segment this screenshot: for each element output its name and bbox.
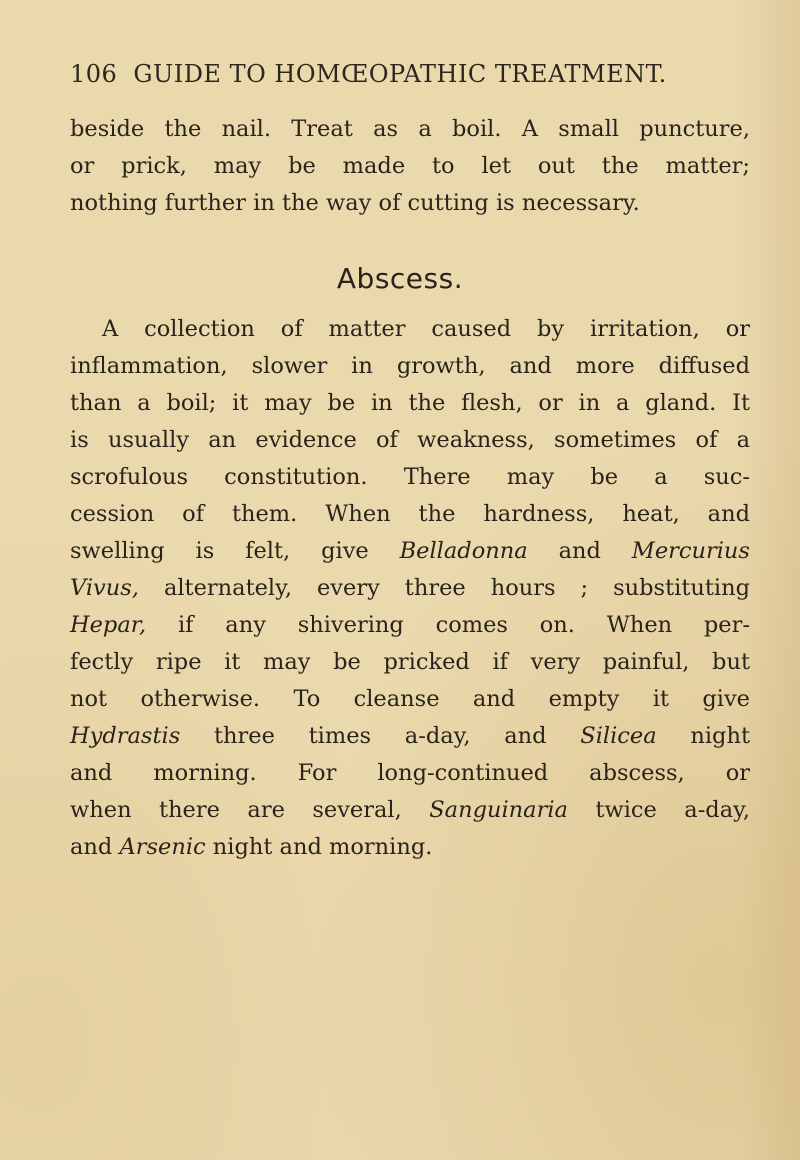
paragraph-line <box>70 577 750 600</box>
page-number: 106 <box>70 60 118 88</box>
line-text: three times a-day, and <box>180 723 581 749</box>
paragraph-line <box>70 614 750 637</box>
remedy-name: Silicea <box>580 723 657 749</box>
paragraph-line <box>70 540 750 563</box>
line-text: if any shivering comes on. When per- <box>146 612 750 638</box>
paragraph-line: A collection of matter caused by irritation, or <box>102 316 750 342</box>
paragraph-line: inflammation, slower in growth, and more diffused <box>70 353 750 379</box>
paragraph-line <box>70 725 750 748</box>
paragraph-line: and morning. For long-continued abscess, or <box>70 760 750 786</box>
paragraph-line <box>70 799 750 822</box>
remedy-name: Vivus, <box>70 575 139 601</box>
paragraph-line <box>70 836 750 859</box>
paragraph-line: than a boil; it may be in the flesh, or in a gland. It <box>70 390 750 416</box>
line-text: swelling is felt, give <box>70 538 400 564</box>
line-text: alternately, every three hours ; substituting <box>138 575 750 601</box>
running-title: GUIDE TO HOMŒOPATHIC TREATMENT. <box>133 60 667 88</box>
continuation-line: or prick, may be made to let out the matter; <box>70 153 750 179</box>
remedy-name: Arsenic <box>119 834 206 860</box>
line-text: night and morning. <box>205 834 433 860</box>
continuation-line: nothing further in the way of cutting is necessary. <box>70 190 640 216</box>
line-text: and <box>527 538 632 564</box>
paragraph-line: is usually an evidence of weakness, sometimes of a <box>70 427 750 453</box>
line-text: when there are several, <box>70 797 430 823</box>
continuation-line: beside the nail. Treat as a boil. A small puncture, <box>70 116 750 142</box>
paragraph-line: fectly ripe it may be pricked if very painful, but <box>70 649 750 675</box>
remedy-name: Sanguinaria <box>429 797 568 823</box>
remedy-name: Belladonna <box>399 538 528 564</box>
remedy-name: Mercurius <box>631 538 750 564</box>
line-text: night <box>656 723 750 749</box>
paragraph-line: scrofulous constitution. There may be a suc- <box>70 464 750 490</box>
line-text: and <box>70 834 120 860</box>
remedy-name: Hepar, <box>70 612 147 638</box>
remedy-name: Hydrastis <box>70 723 181 749</box>
paragraph-line: cession of them. When the hardness, heat, and <box>70 501 750 527</box>
section-heading: Abscess. <box>336 262 464 295</box>
line-text: twice a-day, <box>567 797 750 823</box>
running-head <box>70 60 730 88</box>
paragraph-line: not otherwise. To cleanse and empty it give <box>70 686 750 712</box>
